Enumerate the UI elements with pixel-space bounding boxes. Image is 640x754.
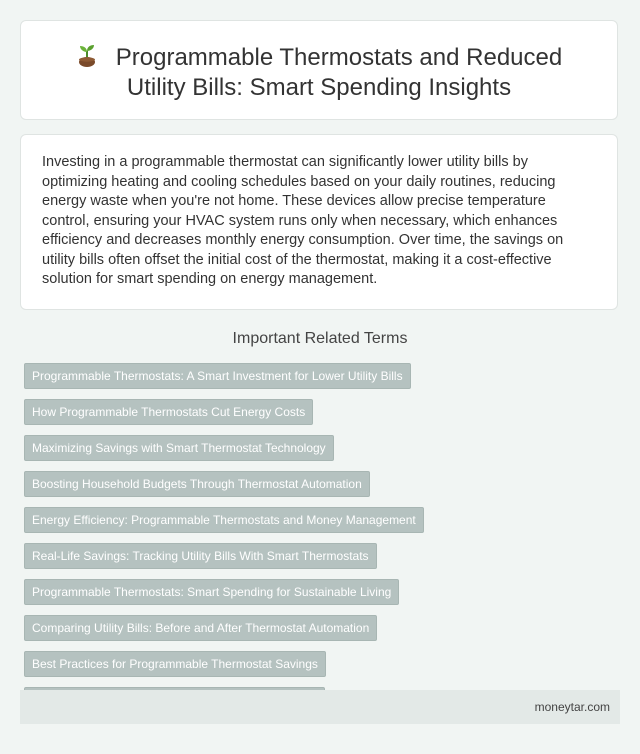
- description-text: Investing in a programmable thermostat can significantly lower utility bills by optimizing heating and cooling schedules based on your daily routines, reducing energy waste when you're not home. These devices allow precise temperature control, ensuring your HVAC system runs only when necessary, which enhances efficiency and decreases monthly energy consumption. Over time, the savings on utility bills often offset the initial cost of the thermostat, making it a cost-effective solution for smart spending on energy management.: [42, 154, 564, 287]
- title-card: [20, 20, 618, 120]
- related-terms-list: [24, 363, 424, 723]
- description-card: [20, 134, 618, 310]
- related-term-tag[interactable]: Real-Life Savings: Tracking Utility Bills With Smart Thermostats: [24, 543, 377, 569]
- related-term-tag[interactable]: Boosting Household Budgets Through Thermostat Automation: [24, 471, 370, 497]
- related-term-tag[interactable]: Maximizing Savings with Smart Thermostat Technology: [24, 435, 334, 461]
- related-term-tag[interactable]: Programmable Thermostats: Smart Spending for Sustainable Living: [24, 579, 399, 605]
- related-term-tag[interactable]: Best Practices for Programmable Thermostat Savings: [24, 651, 326, 677]
- related-terms-heading: Important Related Terms: [232, 330, 408, 347]
- sprout-icon: [76, 43, 98, 67]
- related-term-tag[interactable]: How Programmable Thermostats Cut Energy Costs: [24, 399, 313, 425]
- page-title: [21, 43, 617, 103]
- title-line-2: Utility Bills: Smart Spending Insights: [126, 74, 512, 101]
- related-term-tag[interactable]: Comparing Utility Bills: Before and After Thermostat Automation: [24, 615, 377, 641]
- footer-site-link[interactable]: moneytar.com: [534, 700, 610, 714]
- title-line-1: Programmable Thermostats and Reduced: [115, 44, 563, 71]
- footer: [20, 690, 620, 724]
- related-term-tag[interactable]: Programmable Thermostats: A Smart Investment for Lower Utility Bills: [24, 363, 411, 389]
- related-term-tag[interactable]: Energy Efficiency: Programmable Thermostats and Money Management: [24, 507, 424, 533]
